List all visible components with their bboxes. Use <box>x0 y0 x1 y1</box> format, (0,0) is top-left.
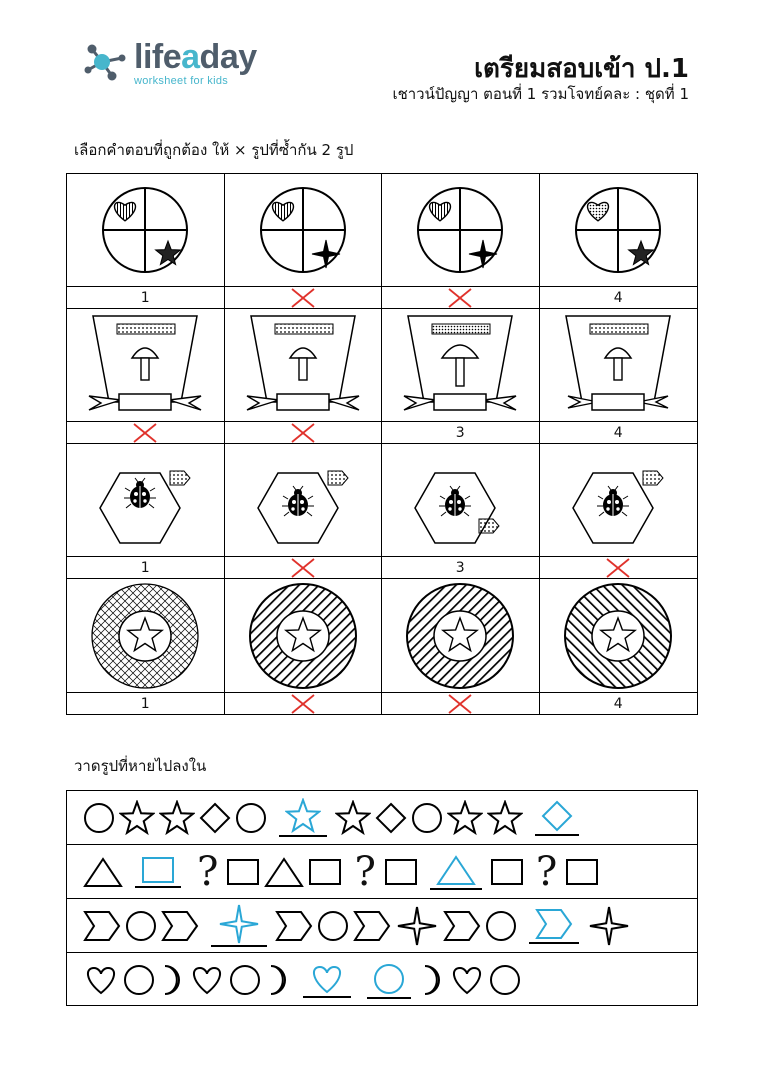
wrong-answer-x-icon <box>447 288 473 308</box>
chevron-icon <box>83 909 121 943</box>
circle-icon <box>235 801 267 835</box>
chevron-icon <box>443 909 481 943</box>
square-icon <box>384 857 418 887</box>
circle-quadrants-figure <box>67 174 224 286</box>
circle-quadrants-figure <box>382 174 539 286</box>
diamond-answer-icon <box>535 799 579 836</box>
moon-icon <box>265 963 291 997</box>
star-ring-figure <box>67 579 224 692</box>
circle-icon <box>317 909 349 943</box>
chevron-icon <box>275 909 313 943</box>
circle-icon <box>229 963 261 997</box>
odd-one-out-grid <box>66 173 698 715</box>
square-icon <box>226 857 260 887</box>
option-cross-mark <box>540 556 698 578</box>
option-number: 4 <box>540 286 698 308</box>
star-ring-figure <box>540 579 698 692</box>
question-mark: ? <box>197 848 219 895</box>
option-number: 1 <box>67 556 224 578</box>
sparkle-icon <box>587 906 631 946</box>
pattern-row <box>67 899 697 953</box>
star-icon <box>447 800 483 836</box>
star-ring-figure <box>225 579 382 692</box>
chevron-answer-icon <box>529 907 579 944</box>
square-icon <box>565 857 599 887</box>
question-mark: ? <box>535 848 558 895</box>
option-cell[interactable] <box>540 579 698 714</box>
option-cell[interactable] <box>540 444 698 579</box>
wrong-answer-x-icon <box>447 694 473 714</box>
diamond-icon <box>199 801 231 835</box>
option-cross-mark <box>382 692 539 714</box>
star-icon <box>487 800 523 836</box>
ladybug-hexagon-figure <box>540 444 698 556</box>
star-icon <box>159 800 195 836</box>
option-cell[interactable] <box>382 444 540 579</box>
wrong-answer-x-icon <box>290 558 316 578</box>
diamond-icon <box>375 801 407 835</box>
page-subtitle: เชาวน์ปัญญา ตอนที่ 1 รวมโจทย์คละ : ชุดที่ 1 <box>392 85 689 103</box>
circle-icon <box>125 909 157 943</box>
mushroom-banner-figure <box>540 309 698 421</box>
option-number: 4 <box>540 421 698 443</box>
mushroom-banner-figure <box>67 309 224 421</box>
sparkle-icon <box>395 906 439 946</box>
wrong-answer-x-icon <box>290 423 316 443</box>
option-cell[interactable] <box>225 309 383 444</box>
section2-instruction: วาดรูปที่หายไปลงใน <box>74 757 207 775</box>
option-cell[interactable] <box>540 309 698 444</box>
square-icon <box>490 857 524 887</box>
circle-icon <box>123 963 155 997</box>
option-number: 1 <box>67 692 224 714</box>
page-title: เตรียมสอบเข้า ป.1 <box>474 54 689 84</box>
star-icon <box>119 800 155 836</box>
chevron-icon <box>353 909 391 943</box>
heart-icon <box>189 964 225 996</box>
ladybug-hexagon-figure <box>225 444 382 556</box>
option-cell[interactable] <box>382 309 540 444</box>
option-cross-mark <box>225 692 382 714</box>
option-cross-mark <box>67 421 224 443</box>
wrong-answer-x-icon <box>290 694 316 714</box>
heart-icon <box>449 964 485 996</box>
star-icon <box>335 800 371 836</box>
option-cell[interactable] <box>67 444 225 579</box>
pattern-row <box>67 791 697 845</box>
option-cell[interactable] <box>225 579 383 714</box>
option-cell[interactable] <box>225 444 383 579</box>
circle-icon <box>411 801 443 835</box>
option-cell[interactable] <box>67 579 225 714</box>
question-mark: ? <box>354 848 376 895</box>
mushroom-banner-figure <box>382 309 539 421</box>
option-number: 3 <box>382 421 539 443</box>
mushroom-banner-figure <box>225 309 382 421</box>
triangle-icon <box>264 855 304 889</box>
option-number: 3 <box>382 556 539 578</box>
square-icon <box>308 857 342 887</box>
option-cross-mark <box>225 556 382 578</box>
molecule-logo-icon <box>82 40 132 84</box>
circle-answer-icon <box>367 962 411 999</box>
circle-icon <box>83 801 115 835</box>
heart-icon <box>83 964 119 996</box>
chevron-icon <box>161 909 199 943</box>
moon-icon <box>419 963 445 997</box>
option-cell[interactable] <box>67 309 225 444</box>
option-number: 1 <box>67 286 224 308</box>
sparkle-answer-icon <box>211 904 267 947</box>
option-cell[interactable] <box>382 579 540 714</box>
pattern-row <box>67 845 697 899</box>
wrong-answer-x-icon <box>290 288 316 308</box>
pattern-sequence-box <box>66 790 698 1006</box>
option-cell[interactable] <box>225 174 383 309</box>
circle-quadrants-figure <box>225 174 382 286</box>
ladybug-hexagon-figure <box>382 444 539 556</box>
star-answer-icon <box>279 798 327 837</box>
heart-answer-icon <box>303 963 351 998</box>
option-cell[interactable] <box>382 174 540 309</box>
ladybug-hexagon-figure <box>67 444 224 556</box>
moon-icon <box>159 963 185 997</box>
section1-instruction: เลือกคำตอบที่ถูกต้อง ให้ × รูปที่ซ้ำกัน 2 รูป <box>74 141 354 159</box>
wrong-answer-x-icon <box>605 558 631 578</box>
brand-tagline: worksheet for kids <box>134 75 229 87</box>
circle-quadrants-figure <box>540 174 698 286</box>
option-cross-mark <box>382 286 539 308</box>
circle-icon <box>485 909 517 943</box>
brand-logo <box>82 40 257 87</box>
brand-name: lifeaday <box>134 38 257 76</box>
square-answer-icon <box>135 855 181 888</box>
option-cross-mark <box>225 421 382 443</box>
triangle-answer-icon <box>430 853 482 890</box>
triangle-icon <box>83 855 123 889</box>
star-ring-figure <box>382 579 539 692</box>
wrong-answer-x-icon <box>132 423 158 443</box>
option-cell[interactable] <box>540 174 698 309</box>
option-number: 4 <box>540 692 698 714</box>
option-cell[interactable] <box>67 174 225 309</box>
circle-icon <box>489 963 521 997</box>
option-cross-mark <box>225 286 382 308</box>
pattern-row <box>67 953 697 1007</box>
